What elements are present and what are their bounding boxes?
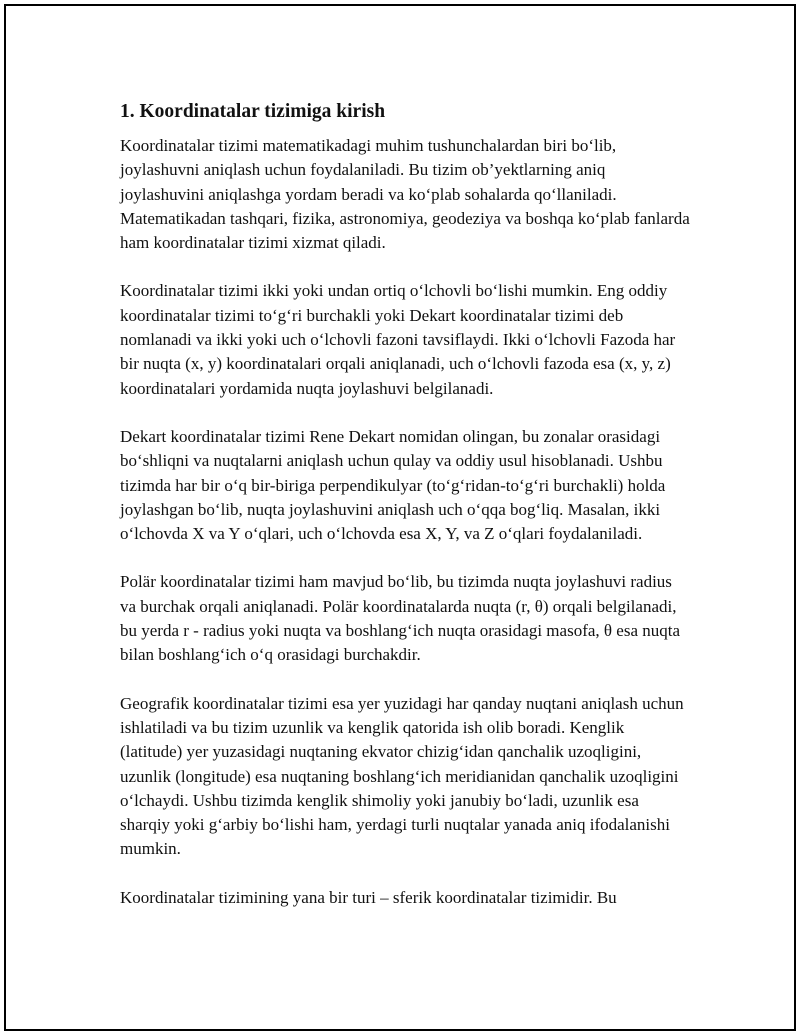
paragraph-3: Dekart koordinatalar tizimi Rene Dekart nomidan olingan, bu zonalar orasidagi bo‘shliqni va nuqtalarni aniqlash uchun qulay va oddiy usul hisoblanadi. Ushbu tizimda har bir o‘q bir-biriga perpendikulyar (to‘g‘ridan-to‘g‘ri burchakli) holda joylashgan bo‘lib, nuqta joylashuvini aniqlash uch o‘qqa bog‘liq. Masalan, ikki o‘lchovda X va Y o‘qlari, uch o‘lchovda esa X, Y, va Z o‘qlari foydalaniladi. — [120, 426, 666, 544]
paragraph-2: Koordinatalar tizimi ikki yoki undan ortiq o‘lchovli bo‘lishi mumkin. Eng oddiy koordinatalar tizimi to‘g‘ri burchakli yoki Dekart koordinatalar tizimi deb nomlanadi va ikki yoki uch o‘lchovli fazoni tavsiflaydi. Ikki o‘lchovli Fazoda har bir nuqta (x, y) koordinatalari orqali aniqlanadi, uch o‘lchovli fazoda esa (x, y, z) koordinatalari yordamida nuqta joylashuvi belgilanadi. — [120, 281, 676, 398]
page-frame — [4, 4, 796, 1031]
paragraph-1: Koordinatalar tizimi matematikadagi muhim tushunchalardan biri bo‘lib, joylashuvni aniqlash uchun foydalaniladi. Bu tizim ob’yektlarning aniq joylashuvini aniqlashga yordam beradi va ko‘plab sohalarda qo‘llaniladi. Matematikadan tashqari, fizika, astronomiya, geodeziya va boshqa ko‘plab fanlarda ham koordinatalar tizimi xizmat qiladi. — [120, 136, 690, 253]
paragraph-6: Koordinatalar tizimining yana bir turi – sferik koordinatalar tizimidir. Bu — [120, 887, 617, 907]
paragraph-4: Polär koordinatalar tizimi ham mavjud bo‘lib, bu tizimda nuqta joylashuvi radius va burchak orqali aniqlanadi. Polär koordinatalarda nuqta (r, θ) orqali belgilanadi, bu yerda r - radius yoki nuqta va boshlang‘ich nuqta orasidagi masofa, θ esa nuqta bilan boshlang‘ich o‘q orasidagi burchakdir. — [120, 572, 681, 665]
section-heading: 1. Koordinatalar tizimiga kirish — [120, 101, 386, 122]
document-body — [120, 98, 690, 934]
paragraph-5: Geografik koordinatalar tizimi esa yer yuzidagi har qanday nuqtani aniqlash uchun ishlatiladi va bu tizim uzunlik va kenglik qatorida ish olib boradi. Kenglik (latitude) yer yuzasidagi nuqtaning ekvator chizig‘idan qanchalik uzoqligini, uzunlik (longitude) esa nuqtaning boshlang‘ich meridianidan qanchalik uzoqligini o‘lchaydi. Ushbu tizimda kenglik shimoliy yoki janubiy bo‘ladi, uzunlik esa sharqiy yoki g‘arbiy bo‘lishi ham, yerdagi turli nuqtalar yanada aniq ifodalanishi mumkin. — [120, 693, 684, 859]
